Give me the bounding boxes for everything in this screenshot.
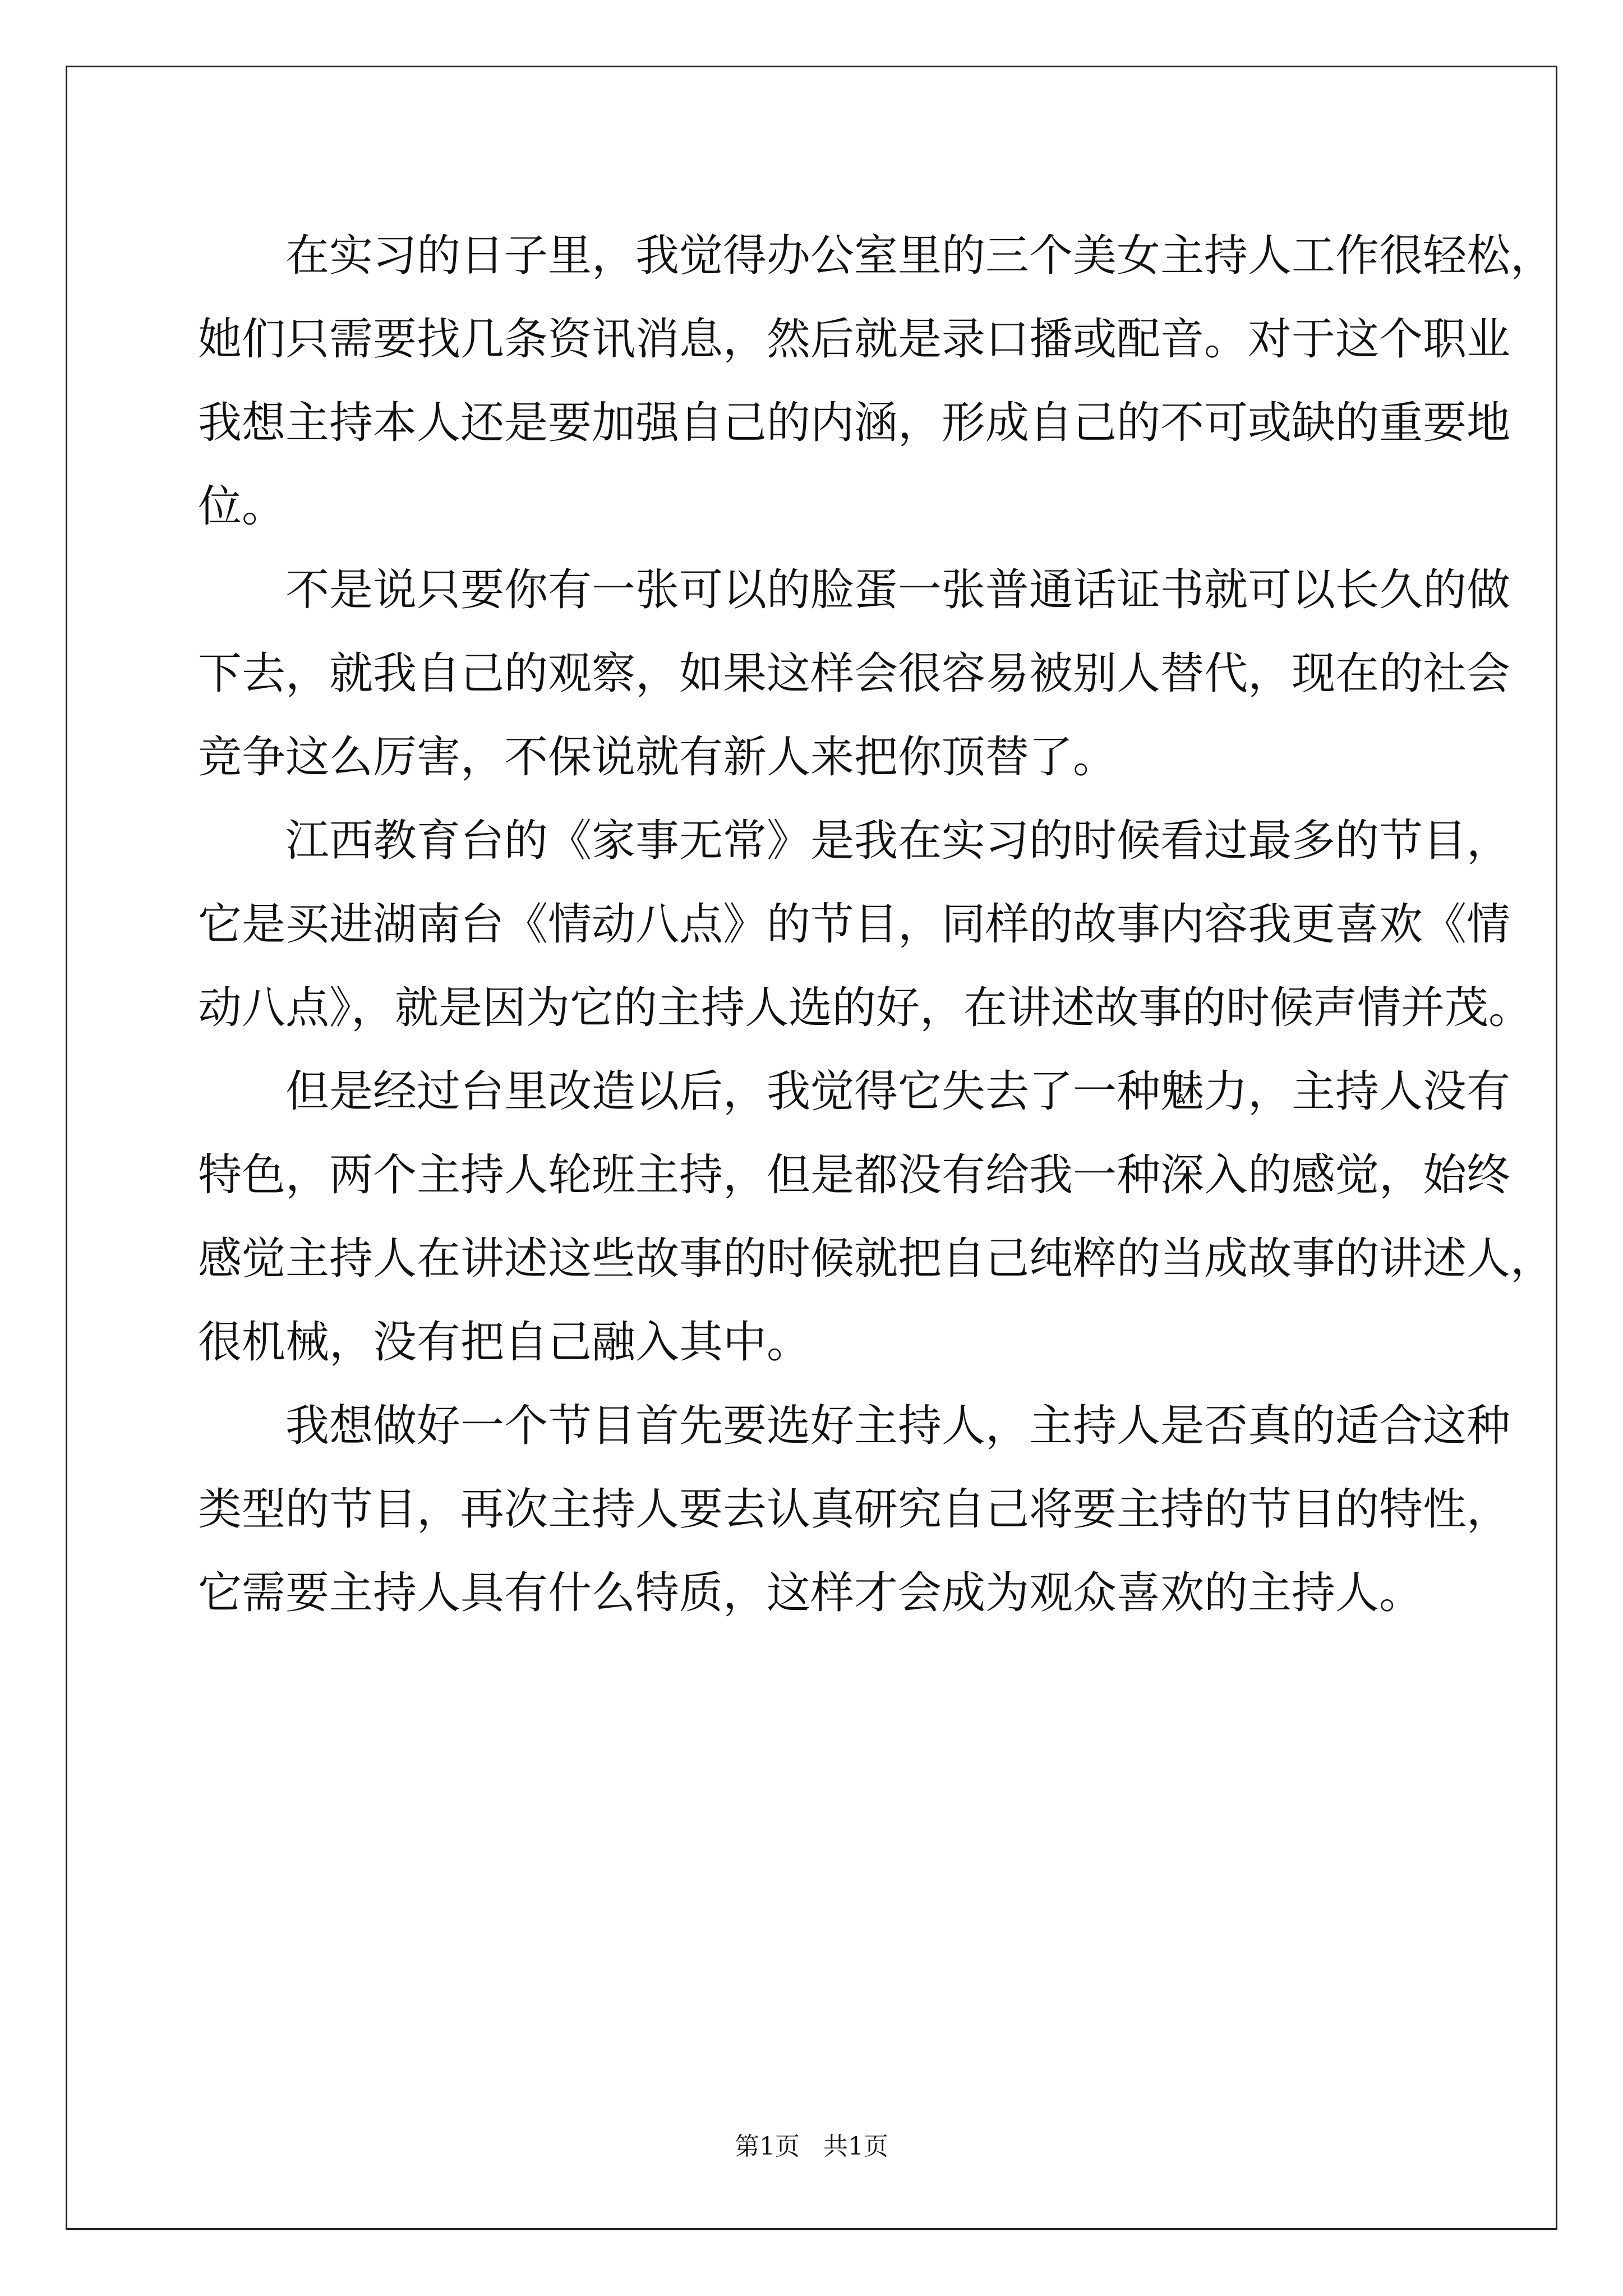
text-line: 下去，就我自己的观察，如果这样会很容易被别人替代，现在的社会 [198, 648, 1511, 699]
page-footer [0, 2126, 1623, 2162]
text-line: 它需要主持人具有什么特质，这样才会成为观众喜欢的主持人。 [198, 1568, 1423, 1618]
text-line: 她们只需要找几条资讯消息，然后就是录口播或配音。对于这个职业 [198, 314, 1511, 365]
text-line: 我想主持本人还是要加强自己的内涵，形成自己的不可或缺的重要地 [198, 398, 1511, 448]
text-line: 我想做好一个节目首先要选好主持人，主持人是否真的适合这种 [285, 1401, 1511, 1451]
paragraph-1 [198, 214, 1555, 549]
text-line: 在实习的日子里，我觉得办公室里的三个美女主持人工作很轻松， [285, 231, 1555, 281]
page-total: 共1页 [823, 2132, 888, 2161]
text-line: 它是买进湖南台《情动八点》的节目，同样的故事内容我更喜欢《情 [198, 899, 1511, 950]
text-line: 位。 [198, 481, 286, 532]
paragraph-2 [198, 549, 1511, 799]
text-line: 但是经过台里改造以后，我觉得它失去了一种魅力，主持人没有 [285, 1066, 1511, 1117]
text-line: 江西教育台的《家事无常》是我在实习的时候看过最多的节目， [285, 816, 1511, 866]
text-line: 竞争这么厉害，不保说就有新人来把你顶替了。 [198, 732, 1117, 783]
text-line: 很机械，没有把自己融入其中。 [198, 1317, 811, 1368]
text-line: 感觉主持人在讲述这些故事的时候就把自己纯粹的当成故事的讲述人， [198, 1234, 1555, 1284]
paragraph-4 [198, 1050, 1555, 1384]
text-line: 不是说只要你有一张可以的脸蛋一张普通话证书就可以长久的做 [285, 565, 1511, 615]
text-line: 特色，两个主持人轮班主持，但是都没有给我一种深入的感觉，始终 [198, 1150, 1511, 1200]
page-number: 第1页 [735, 2132, 800, 2161]
paragraph-5 [198, 1384, 1511, 1635]
text-line: 类型的节目，再次主持人要去认真研究自己将要主持的节目的特性， [198, 1484, 1511, 1535]
text-line: 动八点》，就是因为它的主持人选的好，在讲述故事的时候声情并茂。 [198, 983, 1533, 1033]
paragraph-3 [198, 799, 1533, 1050]
document-body [198, 214, 1555, 1635]
